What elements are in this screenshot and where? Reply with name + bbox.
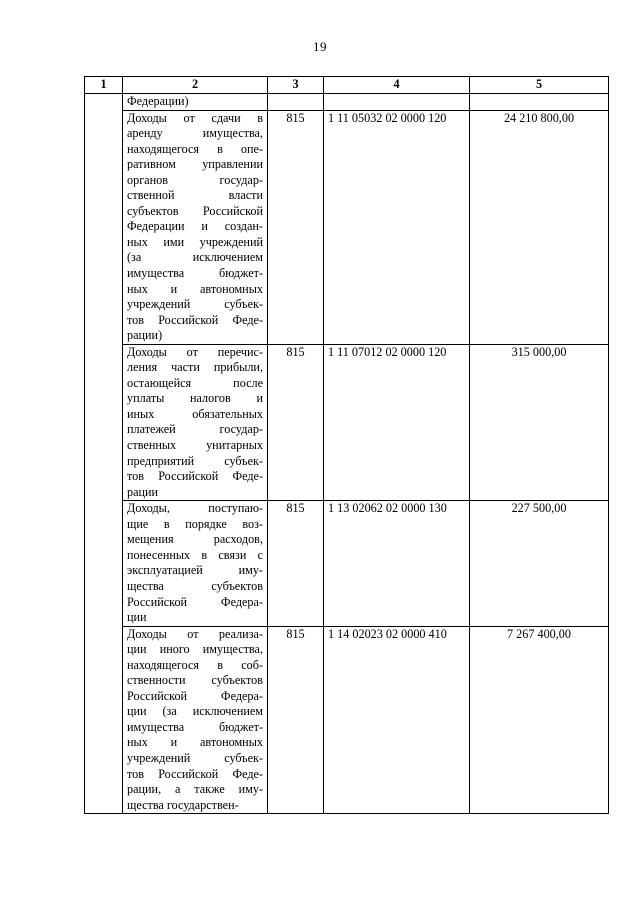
amount-cell: 227 500,00 — [470, 501, 609, 626]
income-name-line: имущества бюджет- — [127, 266, 263, 281]
income-name-line: ции — [127, 610, 147, 625]
admin-code-cell: 815 — [268, 501, 324, 626]
income-name-line: Российской Федера- — [127, 594, 263, 609]
income-name-line: остающейся после — [127, 375, 263, 390]
col-1-cell — [85, 94, 123, 814]
continuation-text: Федерации) — [127, 94, 189, 108]
table-row — [85, 626, 609, 814]
table-body — [85, 94, 609, 814]
continuation-admin-cell — [268, 94, 324, 111]
income-name-cell — [123, 626, 268, 814]
header-col-1: 1 — [85, 77, 123, 94]
continuation-amount-cell — [470, 94, 609, 111]
income-name-line: аренду имущества, — [127, 126, 263, 141]
income-name-cell — [123, 501, 268, 626]
income-name-line: ции иного имущества, — [127, 642, 263, 657]
income-name-line: предприятий субъек- — [127, 453, 263, 468]
table-row — [85, 110, 609, 344]
income-name-line: субъектов Российской — [127, 203, 263, 218]
header-col-2: 2 — [123, 77, 268, 94]
table-row — [85, 344, 609, 500]
income-name-line: понесенных в связи с — [127, 547, 263, 562]
income-name-line: рации — [127, 484, 159, 499]
page-number: 19 — [313, 39, 327, 54]
header-col-4: 4 — [324, 77, 470, 94]
income-name-line: иных обязательных — [127, 406, 263, 421]
income-name-line: щества субъектов — [127, 578, 263, 593]
income-name-line: щества государствен- — [127, 797, 239, 812]
income-name-line: рации, а также иму- — [127, 782, 263, 797]
income-name-line: учреждений субъек- — [127, 750, 263, 765]
income-name-line: эксплуатацией иму- — [127, 563, 263, 578]
header-col-5: 5 — [470, 77, 609, 94]
income-name-line: ственных унитарных — [127, 438, 263, 453]
admin-code-cell: 815 — [268, 110, 324, 344]
budget-classification-code-cell: 1 13 02062 02 0000 130 — [324, 501, 470, 626]
income-name-line: ных ими учреждений — [127, 234, 263, 249]
table-header-row — [85, 77, 609, 94]
admin-code-cell: 815 — [268, 344, 324, 500]
income-name-line: находящегося в опе- — [127, 141, 263, 156]
amount-cell: 24 210 800,00 — [470, 110, 609, 344]
income-name-line: Доходы, поступаю- — [127, 501, 263, 516]
continuation-text-cell — [123, 94, 268, 111]
income-name-line: находящегося в соб- — [127, 657, 263, 672]
income-name-line: тов Российской Феде- — [127, 312, 263, 327]
continuation-code-cell — [324, 94, 470, 111]
budget-classification-code-cell: 1 11 05032 02 0000 120 — [324, 110, 470, 344]
amount-cell: 7 267 400,00 — [470, 626, 609, 814]
table-row — [85, 501, 609, 626]
income-name-line: уплаты налогов и — [127, 391, 263, 406]
income-name-line: Доходы от реализа- — [127, 626, 263, 641]
income-name-line: (за исключением — [127, 250, 263, 265]
income-name-line: органов государ- — [127, 172, 263, 187]
income-name-line: тов Российской Феде- — [127, 469, 263, 484]
amount-cell: 315 000,00 — [470, 344, 609, 500]
income-name-line: платежей государ- — [127, 422, 263, 437]
income-name-line: ственной власти — [127, 188, 263, 203]
income-name-line: Российской Федера- — [127, 688, 263, 703]
budget-classification-code-cell: 1 14 02023 02 0000 410 — [324, 626, 470, 814]
income-name-line: ции (за исключением — [127, 704, 263, 719]
header-col-3: 3 — [268, 77, 324, 94]
income-name-line: Федерации и создан- — [127, 219, 263, 234]
income-name-line: рации) — [127, 328, 163, 343]
income-name-line: тов Российской Феде- — [127, 766, 263, 781]
income-name-line: ных и автономных — [127, 735, 263, 750]
income-name-line: щие в порядке воз- — [127, 516, 263, 531]
income-name-line: ративном управлении — [127, 157, 263, 172]
income-name-line: Доходы от перечис- — [127, 344, 263, 359]
income-name-line: ления части прибыли, — [127, 360, 263, 375]
income-name-line: ственности субъектов — [127, 673, 263, 688]
income-name-cell — [123, 344, 268, 500]
income-name-line: имущества бюджет- — [127, 719, 263, 734]
budget-classification-code-cell: 1 11 07012 02 0000 120 — [324, 344, 470, 500]
income-name-line: учреждений субъек- — [127, 297, 263, 312]
income-name-line: мещения расходов, — [127, 532, 263, 547]
income-name-line: Доходы от сдачи в — [127, 110, 263, 125]
admin-code-cell: 815 — [268, 626, 324, 814]
income-name-cell — [123, 110, 268, 344]
income-name-line: ных и автономных — [127, 281, 263, 296]
budget-income-table — [84, 76, 609, 814]
table-row-continuation — [85, 94, 609, 111]
